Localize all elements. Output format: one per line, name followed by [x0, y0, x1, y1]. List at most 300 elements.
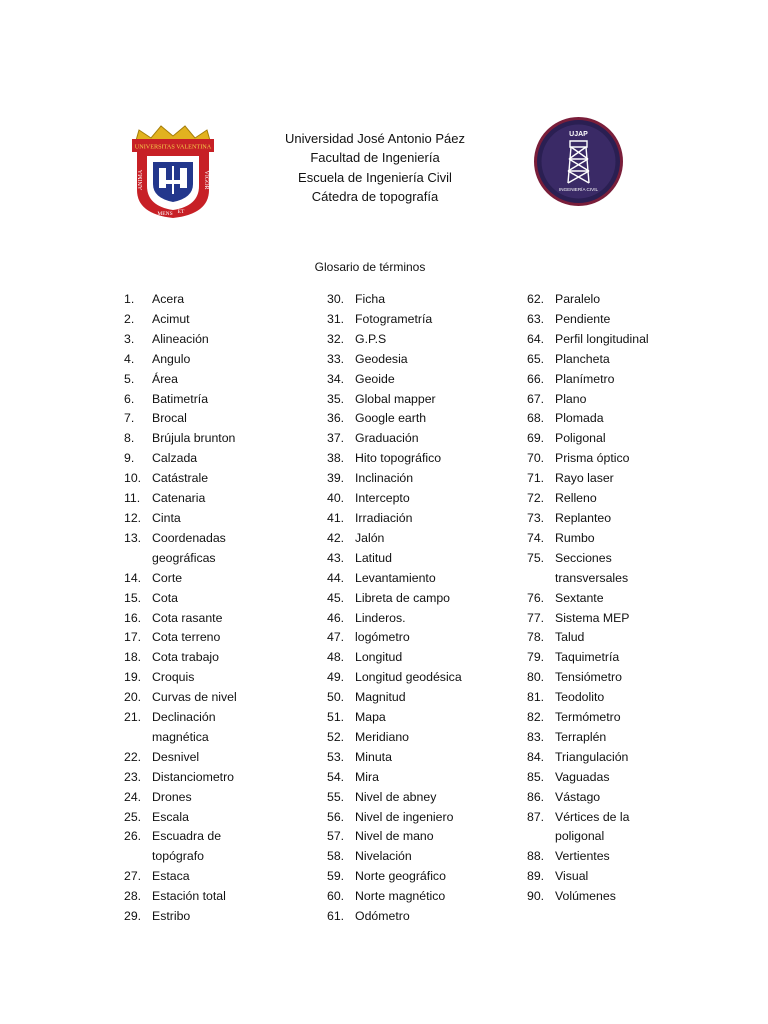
glossary-item: [527, 688, 747, 708]
logo-bottom-text: INGENIERÍA CIVIL: [558, 187, 599, 192]
glossary-item-term: Escala: [152, 809, 189, 824]
glossary-item-number: 38.: [327, 451, 345, 466]
glossary-item: [327, 509, 547, 529]
glossary-item-term: Batimetría: [152, 391, 209, 406]
glossary-item-number: 41.: [327, 510, 345, 525]
glossary-item: [327, 569, 547, 589]
glossary-item: [124, 310, 344, 330]
glossary-item-term: Linderos.: [355, 610, 406, 625]
glossary-item-number: 46.: [327, 610, 345, 625]
glossary-item-term: Rayo laser: [555, 471, 614, 486]
glossary-item: [327, 907, 547, 927]
glossary-item-number: 74.: [527, 530, 545, 545]
glossary-item-term: Nivel de ingeniero: [355, 809, 454, 824]
glossary-item-term: Meridiano: [355, 729, 409, 744]
glossary-item: [527, 449, 747, 469]
glossary-item-number: [527, 569, 555, 589]
glossary-item-number: 26.: [124, 829, 142, 844]
glossary-item-number: 90.: [527, 889, 545, 904]
glossary-item-term: poligonal: [555, 829, 605, 844]
glossary-item: [527, 429, 747, 449]
glossary-item-term: Acera: [152, 292, 185, 306]
glossary-item: [124, 569, 344, 589]
glossary-item-term: Tensiómetro: [555, 670, 622, 685]
glossary-item-number: 16.: [124, 610, 142, 625]
glossary-item-number: 66.: [527, 371, 545, 386]
glossary-item-term: Volúmenes: [555, 889, 616, 904]
glossary-item: [124, 708, 344, 728]
glossary-item-continuation: [124, 847, 344, 867]
glossary-item-number: 73.: [527, 510, 545, 525]
glossary-item-term: Odómetro: [355, 909, 410, 924]
glossary-item-number: 43.: [327, 550, 345, 565]
glossary-item-term: Vertientes: [555, 849, 610, 864]
glossary-item-term: Nivel de mano: [355, 829, 434, 844]
glossary-item-number: 4.: [124, 351, 135, 366]
glossary-item-number: 67.: [527, 391, 545, 406]
school-name: Escuela de Ingeniería Civil: [298, 169, 452, 185]
glossary-item: [327, 648, 547, 668]
glossary-item-number: [124, 728, 152, 748]
glossary-item: [327, 429, 547, 449]
glossary-item: [527, 549, 747, 569]
glossary-item-continuation: [124, 549, 344, 569]
glossary-item: [327, 867, 547, 887]
glossary-item-term: Catástrale: [152, 471, 209, 486]
glossary-item: [527, 469, 747, 489]
glossary-item-number: 77.: [527, 610, 545, 625]
glossary-item-number: 47.: [327, 630, 345, 645]
glossary-item-number: 75.: [527, 550, 545, 565]
department-name: Cátedra de topografía: [311, 188, 439, 204]
glossary-item-number: 25.: [124, 809, 142, 824]
glossary-item: [327, 409, 547, 429]
glossary-item-term: Cota trabajo: [152, 650, 219, 665]
glossary-item: [124, 449, 344, 469]
glossary-item-term: Angulo: [152, 351, 191, 366]
crest-word-et: ET: [177, 209, 185, 215]
glossary-item-number: 58.: [327, 849, 345, 864]
glossary-column-1: [124, 290, 344, 927]
glossary-item-term: Fotogrametría: [355, 311, 433, 326]
glossary-item: [527, 788, 747, 808]
glossary-item: [327, 788, 547, 808]
glossary-item-term: Drones: [152, 789, 192, 804]
glossary-item-number: 44.: [327, 570, 345, 585]
glossary-item-number: 89.: [527, 869, 545, 884]
glossary-item-number: 88.: [527, 849, 545, 864]
glossary-item-term: Sistema MEP: [555, 610, 630, 625]
glossary-item: [527, 609, 747, 629]
glossary-item-term: Brújula brunton: [152, 431, 236, 446]
glossary-item-number: 48.: [327, 650, 345, 665]
glossary-item-term: Intercepto: [355, 491, 410, 506]
glossary-item: [124, 788, 344, 808]
glossary-item-number: [124, 549, 152, 569]
glossary-item-term: Jalón: [355, 530, 385, 545]
glossary-item: [327, 768, 547, 788]
glossary-item-term: transversales: [555, 570, 629, 585]
glossary-item: [527, 887, 747, 907]
glossary-item: [327, 808, 547, 828]
glossary-item-number: 23.: [124, 769, 142, 784]
glossary-item-term: Pendiente: [555, 311, 611, 326]
glossary-item: [327, 688, 547, 708]
glossary-item-number: 70.: [527, 451, 545, 466]
glossary-item-term: Terraplén: [555, 729, 607, 744]
glossary-item-term: Google earth: [355, 411, 427, 426]
glossary-item: [527, 847, 747, 867]
glossary-item-number: 9.: [124, 451, 135, 466]
glossary-item: [327, 449, 547, 469]
glossary-item-term: Brocal: [152, 411, 187, 426]
glossary-item: [327, 529, 547, 549]
glossary-item-term: Declinación: [152, 710, 216, 725]
glossary-item: [527, 290, 747, 310]
glossary-item-number: 29.: [124, 909, 142, 924]
glossary-item-term: Estación total: [152, 889, 226, 904]
glossary-item-term: Corte: [152, 570, 183, 585]
glossary-item-number: [124, 847, 152, 867]
glossary-item-number: 13.: [124, 530, 142, 545]
university-name: Universidad José Antonio Páez: [285, 131, 465, 146]
glossary-item-number: 2.: [124, 311, 135, 326]
glossary-item: [124, 907, 344, 927]
glossary-item: [124, 429, 344, 449]
faculty-name: Facultad de Ingeniería: [310, 150, 440, 166]
glossary-item-number: 64.: [527, 331, 545, 346]
glossary-column-3: [527, 290, 747, 907]
glossary-item-term: topógrafo: [152, 849, 204, 864]
glossary-item-number: 55.: [327, 789, 345, 804]
glossary-item: [527, 728, 747, 748]
glossary-item: [527, 509, 747, 529]
glossary-item-number: 32.: [327, 331, 345, 346]
glossary-item: [327, 708, 547, 728]
crest-word-vigor: VIGOR: [203, 170, 209, 190]
glossary-item-term: magnética: [152, 729, 209, 744]
glossary-item: [327, 887, 547, 907]
glossary-item-term: Área: [152, 371, 178, 386]
glossary-item-term: Calzada: [152, 451, 198, 466]
glossary-item-term: G.P.S: [355, 331, 387, 346]
glossary-item-term: Longitud geodésica: [355, 670, 462, 685]
glossary-item-term: Perfil longitudinal: [555, 331, 649, 346]
glossary-item-term: Minuta: [355, 749, 392, 764]
glossary-item: [527, 350, 747, 370]
glossary-item-number: 78.: [527, 630, 545, 645]
glossary-item: [327, 589, 547, 609]
crest-word-mens: MENS: [157, 211, 173, 217]
glossary-item-number: 37.: [327, 431, 345, 446]
glossary-item: [527, 390, 747, 410]
glossary-item-number: 27.: [124, 869, 142, 884]
glossary-item-term: Prisma óptico: [555, 451, 630, 466]
glossary-item-number: 1.: [124, 292, 135, 306]
glossary-item-number: 19.: [124, 670, 142, 685]
glossary-item: [527, 589, 747, 609]
glossary-item-term: Talud: [555, 630, 585, 645]
glossary-item-term: Termómetro: [555, 710, 621, 725]
glossary-item: [124, 370, 344, 390]
glossary-item: [327, 310, 547, 330]
glossary-item-number: 52.: [327, 729, 345, 744]
glossary-item: [327, 290, 547, 310]
glossary-item: [124, 469, 344, 489]
glossary-item-number: 51.: [327, 710, 345, 725]
glossary-item-number: 18.: [124, 650, 142, 665]
glossary-item-term: Graduación: [355, 431, 419, 446]
glossary-item-term: Vaguadas: [555, 769, 610, 784]
glossary-item-number: 7.: [124, 411, 135, 426]
glossary-item-term: Curvas de nivel: [152, 690, 237, 705]
glossary-item-term: Ficha: [355, 292, 386, 306]
glossary-item-number: 60.: [327, 889, 345, 904]
glossary-item-number: 14.: [124, 570, 142, 585]
glossary-item: [124, 867, 344, 887]
glossary-item-number: 42.: [327, 530, 345, 545]
glossary-item: [527, 310, 747, 330]
glossary-item-number: 11.: [124, 491, 141, 506]
glossary-item: [527, 648, 747, 668]
glossary-item-term: Libreta de campo: [355, 590, 451, 605]
glossary-item-number: 6.: [124, 391, 135, 406]
glossary-item-term: Alineación: [152, 331, 209, 346]
glossary-item-term: geográficas: [152, 550, 216, 565]
glossary-item-number: 56.: [327, 809, 345, 824]
universitas-valentina-crest-logo: [129, 122, 217, 220]
glossary-item-term: Nivelación: [355, 849, 412, 864]
glossary-item: [124, 489, 344, 509]
glossary-item-term: Acimut: [152, 311, 190, 326]
glossary-item-term: Geodesia: [355, 351, 408, 366]
glossary-item-term: Taquimetría: [555, 650, 620, 665]
glossary-item-term: Distanciometro: [152, 769, 235, 784]
glossary-item: [124, 409, 344, 429]
glossary-item-number: 10.: [124, 471, 142, 486]
glossary-item: [527, 370, 747, 390]
glossary-item-term: Cota rasante: [152, 610, 223, 625]
glossary-item-number: 65.: [527, 351, 545, 366]
glossary-item-term: Irradiación: [355, 510, 413, 525]
glossary-item: [124, 290, 344, 310]
glossary-item-term: Plano: [555, 391, 587, 406]
glossary-item-number: 53.: [327, 749, 345, 764]
glossary-item-number: 80.: [527, 670, 545, 685]
glossary-item-term: Norte magnético: [355, 889, 446, 904]
glossary-item-number: 63.: [527, 311, 545, 326]
glossary-item-number: 87.: [527, 809, 545, 824]
document-header: [250, 129, 500, 206]
glossary-item: [527, 748, 747, 768]
glossary-item-number: 62.: [527, 292, 545, 306]
glossary-item-term: Triangulación: [555, 749, 629, 764]
glossary-item-term: Inclinación: [355, 471, 414, 486]
glossary-item-number: [527, 827, 555, 847]
glossary-item-number: 83.: [527, 729, 545, 744]
glossary-item-term: logómetro: [355, 630, 410, 645]
glossary-item-continuation: [527, 827, 747, 847]
glossary-item-term: Latitud: [355, 550, 392, 565]
logo-top-text: UJAP: [569, 131, 588, 138]
glossary-item-number: 5.: [124, 371, 135, 386]
glossary-item: [124, 509, 344, 529]
glossary-item-number: 22.: [124, 749, 142, 764]
glossary-item-number: 86.: [527, 789, 545, 804]
glossary-item-term: Poligonal: [555, 431, 606, 446]
glossary-item-term: Hito topográfico: [355, 451, 442, 466]
glossary-item-term: Magnitud: [355, 690, 406, 705]
glossary-item-term: Desnivel: [152, 749, 200, 764]
glossary-item: [124, 609, 344, 629]
glossary-item: [327, 827, 547, 847]
glossary-item-term: Visual: [555, 869, 589, 884]
glossary-title: Glosario de términos: [314, 260, 426, 274]
glossary-item-number: 79.: [527, 650, 545, 665]
glossary-item: [327, 390, 547, 410]
glossary-item-term: Rumbo: [555, 530, 595, 545]
glossary-item: [124, 350, 344, 370]
glossary-item-number: 54.: [327, 769, 345, 784]
glossary-item-term: Mira: [355, 769, 379, 784]
crest-banner-text: UNIVERSITAS VALENTINA: [134, 143, 212, 151]
glossary-item: [327, 489, 547, 509]
glossary-item: [124, 887, 344, 907]
glossary-item-number: 34.: [327, 371, 345, 386]
glossary-item-number: 72.: [527, 491, 545, 506]
glossary-item-term: Levantamiento: [355, 570, 436, 585]
glossary-item-term: Secciones: [555, 550, 612, 565]
glossary-item-term: Teodolito: [555, 690, 605, 705]
glossary-item: [124, 628, 344, 648]
glossary-item-number: 82.: [527, 710, 545, 725]
glossary-item-term: Mapa: [355, 710, 386, 725]
glossary-item: [327, 748, 547, 768]
glossary-item-number: 68.: [527, 411, 545, 426]
glossary-item-number: 81.: [527, 690, 545, 705]
glossary-item: [327, 549, 547, 569]
glossary-item: [527, 628, 747, 648]
glossary-item-term: Vértices de la: [555, 809, 630, 824]
glossary-item: [327, 728, 547, 748]
glossary-item: [327, 668, 547, 688]
glossary-item: [124, 768, 344, 788]
glossary-item-term: Cota terreno: [152, 630, 221, 645]
glossary-item: [327, 469, 547, 489]
glossary-item-number: 24.: [124, 789, 142, 804]
glossary-item-number: 15.: [124, 590, 142, 605]
glossary-item-term: Nivel de abney: [355, 789, 437, 804]
glossary-item-term: Cinta: [152, 510, 181, 525]
glossary-item-number: 36.: [327, 411, 345, 426]
glossary-item: [327, 330, 547, 350]
glossary-item-number: 69.: [527, 431, 545, 446]
glossary-item-number: 50.: [327, 690, 345, 705]
ujap-civil-engineering-logo: [534, 117, 623, 206]
glossary-item-term: Sextante: [555, 590, 604, 605]
glossary-item-number: 40.: [327, 491, 345, 506]
glossary-item-term: Cota: [152, 590, 178, 605]
glossary-item-number: 76.: [527, 590, 545, 605]
glossary-item-number: 71.: [527, 471, 545, 486]
glossary-item-number: 17.: [124, 630, 142, 645]
glossary-item-number: 61.: [327, 909, 345, 924]
glossary-item: [124, 808, 344, 828]
glossary-item-number: 30.: [327, 292, 345, 306]
glossary-item-term: Estribo: [152, 909, 191, 924]
glossary-item-number: 85.: [527, 769, 545, 784]
glossary-item: [527, 529, 747, 549]
glossary-item: [327, 370, 547, 390]
glossary-item-number: 45.: [327, 590, 345, 605]
glossary-item: [327, 609, 547, 629]
glossary-item-number: 84.: [527, 749, 545, 764]
glossary-item-term: Norte geográfico: [355, 869, 446, 884]
glossary-item-number: 59.: [327, 869, 345, 884]
glossary-item-term: Vástago: [555, 789, 601, 804]
glossary-item: [527, 330, 747, 350]
glossary-item: [327, 847, 547, 867]
glossary-item: [124, 827, 344, 847]
glossary-item: [124, 529, 344, 549]
glossary-item-term: Paralelo: [555, 292, 601, 306]
glossary-item-term: Plomada: [555, 411, 604, 426]
glossary-item: [527, 668, 747, 688]
glossary-item-term: Coordenadas: [152, 530, 226, 545]
glossary-item: [527, 808, 747, 828]
glossary-item-term: Estaca: [152, 869, 190, 884]
glossary-item-number: 21.: [124, 710, 142, 725]
glossary-item: [124, 668, 344, 688]
glossary-item: [327, 350, 547, 370]
glossary-item-number: 35.: [327, 391, 345, 406]
glossary-item-number: 49.: [327, 670, 345, 685]
glossary-item-term: Catenaria: [152, 491, 206, 506]
glossary-item: [124, 648, 344, 668]
glossary-item-number: 33.: [327, 351, 345, 366]
glossary-item-term: Escuadra de: [152, 829, 222, 844]
glossary-item-number: 28.: [124, 889, 142, 904]
glossary-item-term: Croquis: [152, 670, 195, 685]
glossary-item: [124, 748, 344, 768]
glossary-item: [527, 768, 747, 788]
glossary-item-term: Relleno: [555, 491, 597, 506]
glossary-item-term: Plancheta: [555, 351, 610, 366]
glossary-item-number: 57.: [327, 829, 345, 844]
glossary-item-term: Planímetro: [555, 371, 615, 386]
glossary-item: [527, 708, 747, 728]
glossary-item-number: 20.: [124, 690, 142, 705]
glossary-item: [124, 589, 344, 609]
glossary-item-term: Longitud: [355, 650, 403, 665]
glossary-item-number: 39.: [327, 471, 345, 486]
glossary-item-term: Geoide: [355, 371, 395, 386]
glossary-item-term: Global mapper: [355, 391, 436, 406]
glossary-item: [527, 409, 747, 429]
glossary-item-continuation: [527, 569, 747, 589]
glossary-item-number: 12.: [124, 510, 142, 525]
glossary-item-continuation: [124, 728, 344, 748]
glossary-item-term: Replanteo: [555, 510, 612, 525]
glossary-item: [527, 489, 747, 509]
crest-word-anima: ANIMA: [138, 169, 144, 191]
glossary-item-number: 3.: [124, 331, 135, 346]
glossary-item: [124, 390, 344, 410]
glossary-column-2: [327, 290, 547, 927]
glossary-item: [124, 330, 344, 350]
glossary-item: [527, 867, 747, 887]
glossary-item: [327, 628, 547, 648]
